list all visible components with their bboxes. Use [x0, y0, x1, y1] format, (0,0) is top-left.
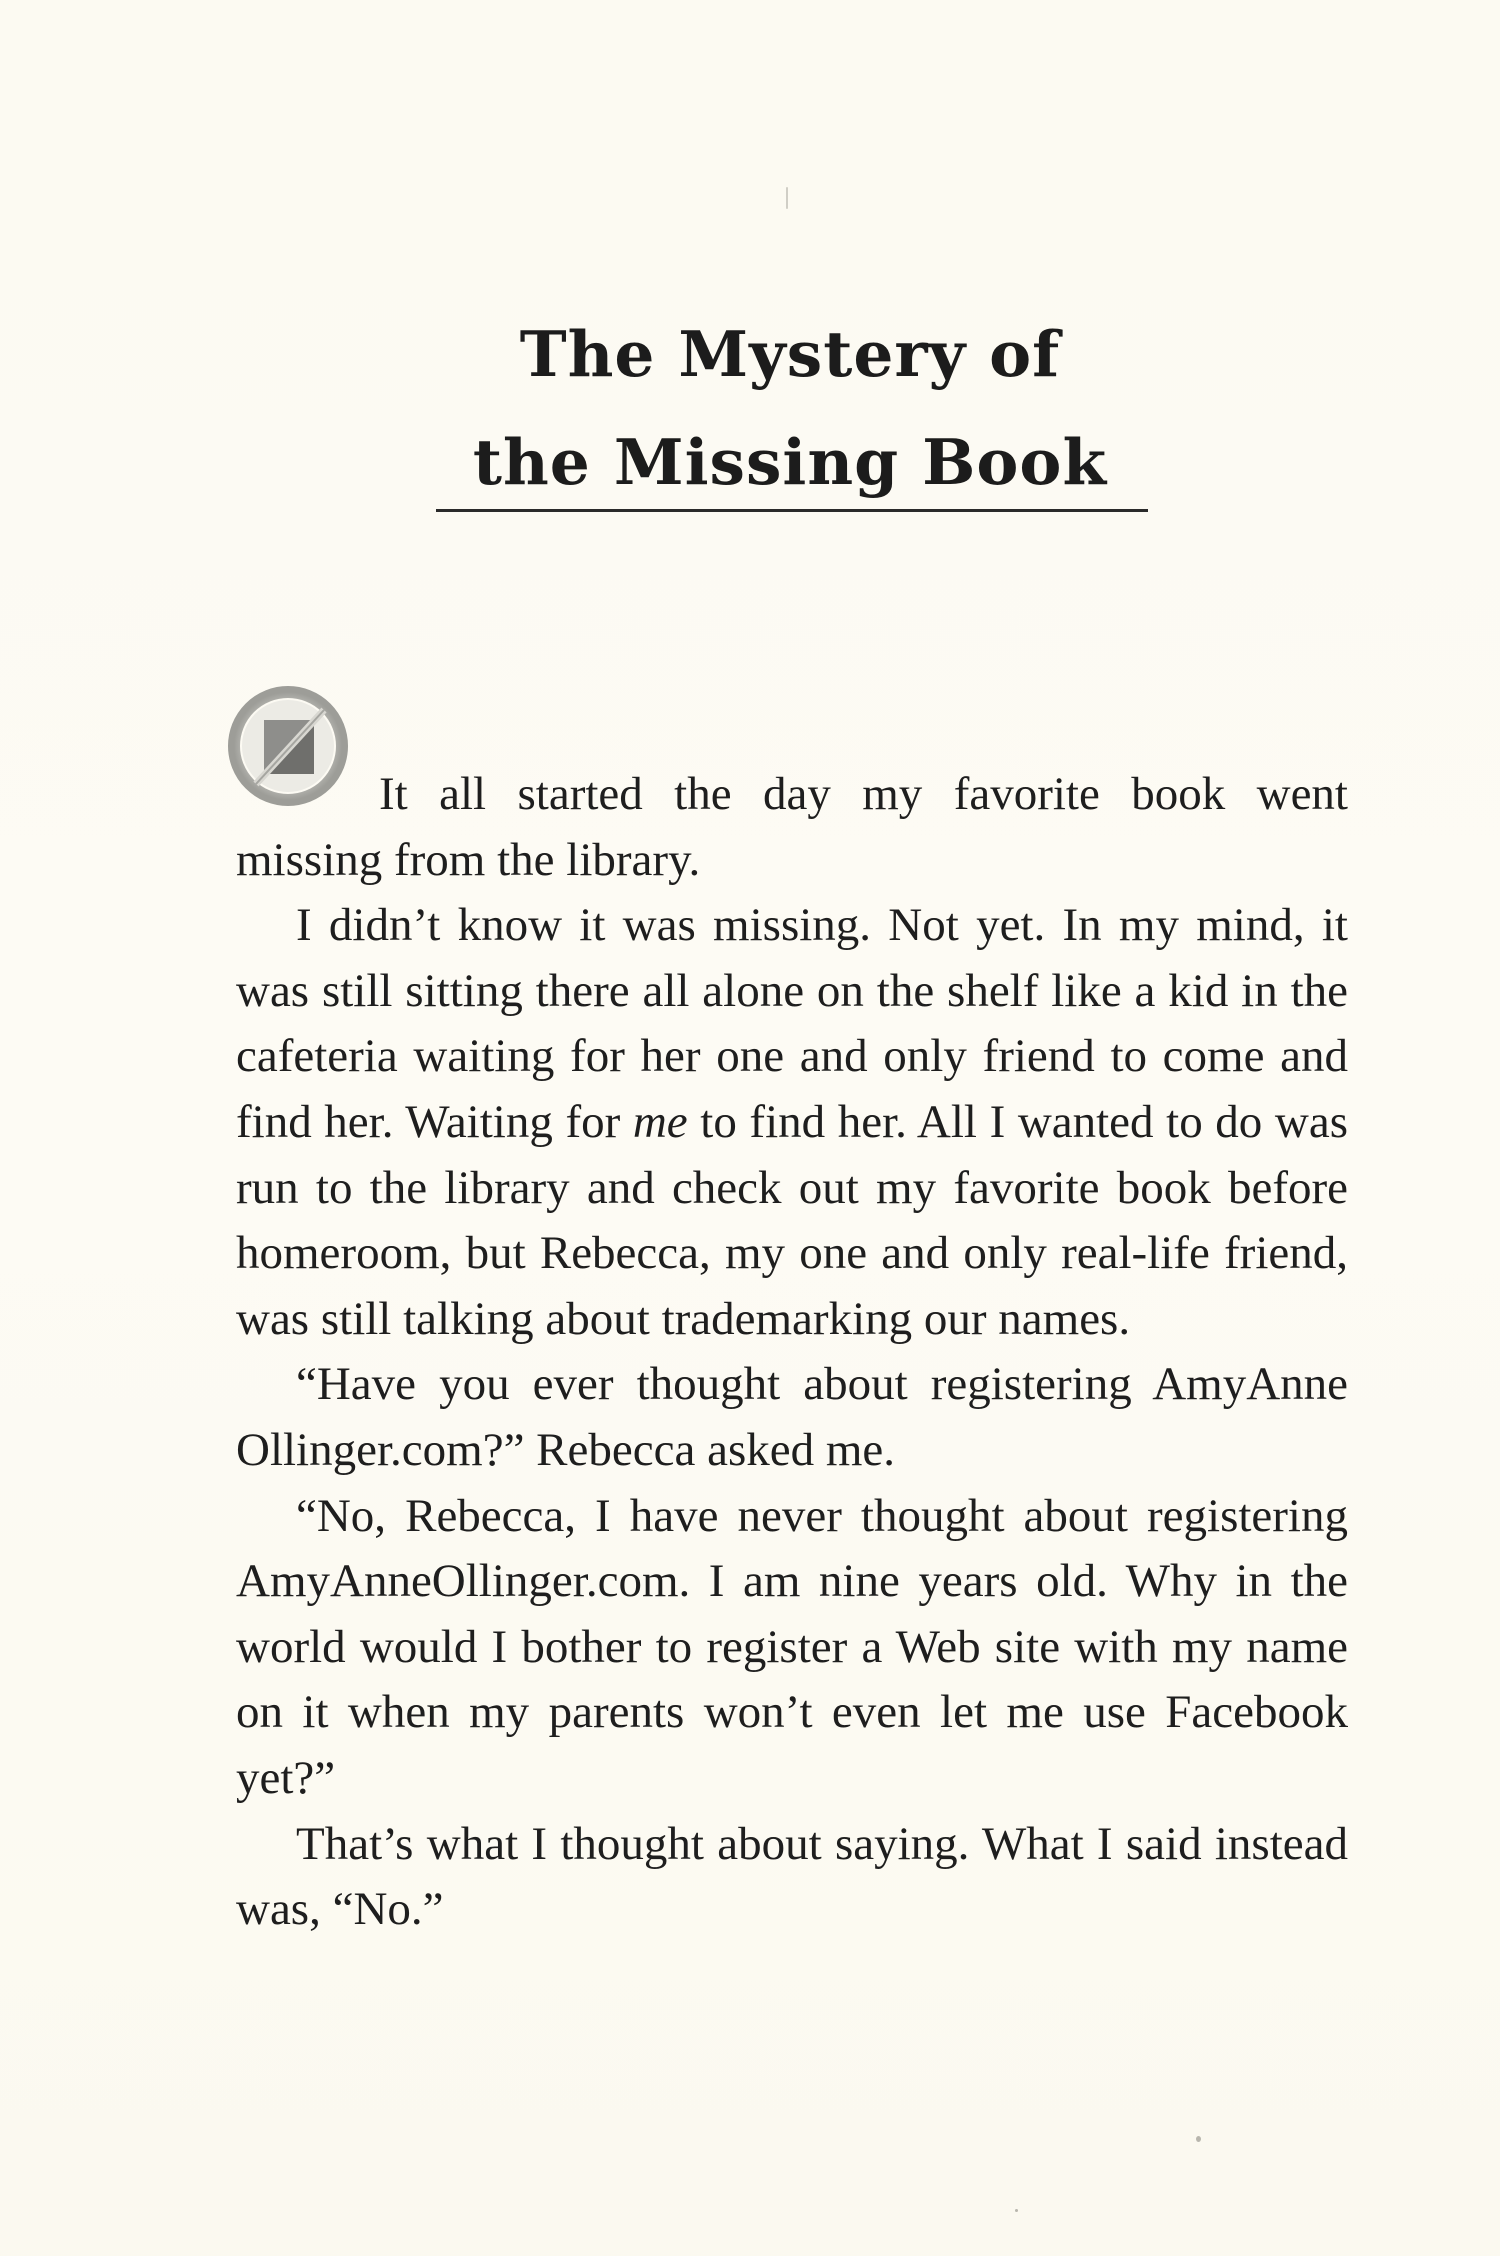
chapter-title-line-2: the Missing Book: [472, 425, 1108, 499]
paragraph-5: That’s what I thought about saying. What I said instead was, “No.”: [236, 1817, 1348, 1936]
paragraph-1: It all started the day my favorite book went missing from the library.: [236, 768, 1348, 886]
paragraph-2-end: to find her. All I wanted to do was run to the library and check out my favorite book before homeroom, but Rebecca, my one and only real-life friend, was still talking about trademarking our names.: [236, 1095, 1348, 1345]
chapter-title: [430, 300, 1150, 516]
chapter-body: [236, 762, 1348, 1943]
paper-speck: [1015, 2209, 1018, 2212]
paragraph-2-emphasis: me: [632, 1095, 688, 1148]
paragraph-2-start: I didn’t know it was missing. Not yet. In my mind, it was still sitting there all alone on the shelf like a kid in the cafeteria waiting for her one and only friend to come and find her. Waiting for: [236, 899, 1348, 1148]
paragraph-2: [236, 893, 1348, 1352]
paper-mark: [786, 187, 788, 209]
paragraph-3: “Have you ever thought about registering AmyAnne Ollinger.com?” Rebecca asked me.: [236, 1358, 1348, 1476]
paragraph-4: “No, Rebecca, I have never thought about registering AmyAnneOllinger.com. I am nine years old. Why in the world would I bother to register a Web site with my name on it when my parents won’t even let me use Facebook yet?”: [236, 1489, 1348, 1804]
paper-speck: [1196, 2136, 1201, 2142]
chapter-title-line-1: The Mystery of: [519, 317, 1061, 391]
title-divider: [436, 509, 1148, 512]
